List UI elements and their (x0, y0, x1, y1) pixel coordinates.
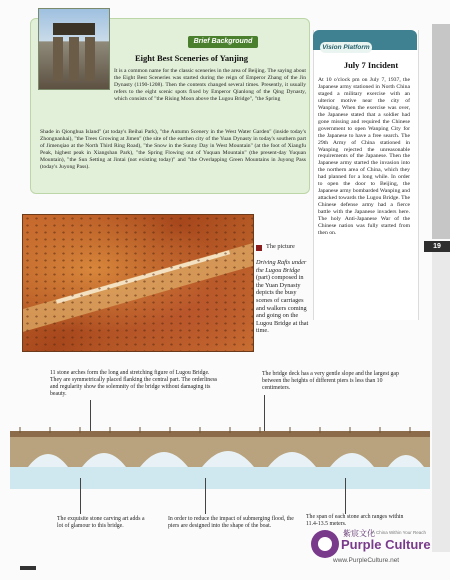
lugou-bridge-painting (22, 214, 254, 352)
vision-platform-body: At 10 o'clock pm on July 7, 1937, the Japanese army stationed in North China staged a military exercise with an ulterior motive near the city of Wanping. When the exercise was over, the Japanese stated that a soldier had gone missing and required the Chinese government to open Wanping City for the Japanese to have a free search. The 29th Army of China stationed in Wanping rejected the unreasonable requirements of the Japanese. Then the Japanese army started the invasion into the northern area of China, which they had planned for a long while. In order to open the door to Beijing, the Japanese army bombarded Wanping and attacked towards the Lugou Bridge. The Chinese defense army had a fierce battle with the Japanese invaders here. The holy Anti-Japanese War of the Chinese nation was fully started from then on. (318, 77, 410, 236)
logo-tagline: A China Within Your Reach (372, 530, 427, 535)
logo-url: www.PurpleCulture.net (333, 557, 400, 564)
brief-background-body-top: It is a common name for the classic sceneries in the area of Beijing. The saying about the Eight Best Sceneries was started during the reign of Emperor Zhang of the Jin Dynasty (1190-1208). Then the contents changed several times. Presently, it usually refers to the eight scenic spots fixed by Emperor Qianlong of the Qing Dynasty, which consists of "the Rising Moon above the Lugou Bridge", "the Spring (114, 68, 306, 102)
bridge-svg (10, 423, 430, 483)
painting-caption-title: Driving Rafts under the Lugou Bridge (256, 259, 307, 274)
painting-caption-lead: The picture (266, 243, 295, 250)
note-slope: The bridge deck has a very gentle slope and the largest gap between the heights of different piers is less than 10 centimeters. (262, 371, 399, 391)
vision-platform-title: July 7 Incident (343, 60, 399, 70)
gate-pillar (69, 37, 79, 81)
logo-chinese-text: 紫宸文化 (343, 529, 375, 538)
page-edge-tab (432, 24, 450, 239)
footer-bar (20, 566, 36, 570)
callout-line (80, 478, 81, 514)
gate-roof (53, 23, 95, 35)
gate-photo (38, 8, 110, 90)
vision-platform-tab: Vision Platform (320, 42, 372, 53)
purple-culture-logo-icon (311, 530, 339, 558)
gate-pillar (85, 37, 95, 81)
logo-name: Purple Culture (341, 537, 431, 552)
page-number: 19 (424, 241, 450, 252)
brief-background-body-bottom: Shade in Qionghua Island" (at today's Beihai Park), "the Autumn Scenery in the West Water Garden" (inside today's Zhongnanhai), "the Trees Growing at Jimen" (the site of the earthen city of the Yuan Dynasty in today's southern part of Jimenqiao at the North Third Ring Road), "the Snow in the Sunny Day in West Mountain" (at the foot of Xiangfu Peak, highest peak in Xiangshan Park), "the Spring Flowing out of Yuquan Mountain" (the present-day Yuquan Mountain), "the Sun Setting at Jintai (not existing today)" and "the Overlapping Green Mountains in Juyong Pass (today's Juyong Pass). (40, 129, 306, 170)
brief-background-title: Eight Best Sceneries of Yanjing (135, 53, 249, 63)
note-arches: 11 stone arches form the long and stretching figure of Lugou Bridge. They are symmetrically placed flanking the central part. The orderliness and regularity show the solemnity of the bridge without damaging its beauty. (50, 370, 218, 397)
callout-line (345, 478, 346, 514)
callout-line (205, 478, 206, 514)
bridge-railing (10, 431, 430, 437)
caption-marker (256, 245, 262, 251)
note-piers: In order to reduce the impact of submerging flood, the piers are designed into the shape of the boat. (168, 516, 294, 529)
painting-caption-text: (part) composed in the Yuan Dynasty depicts the busy scenes of carriages and walkers coming and going on the Lugou Bridge at that time. (256, 274, 309, 335)
bridge-illustration (10, 423, 430, 483)
painting-texture (23, 215, 253, 351)
page-edge-stripe (432, 252, 450, 552)
brief-background-tab: Brief Background (188, 36, 258, 48)
note-carving: The exquisite stone carving art adds a lot of glamour to this bridge. (57, 516, 145, 529)
note-span: The span of each stone arch ranges within 11.4-13.5 meters. (306, 514, 404, 527)
painting-caption (256, 259, 310, 335)
gate-pillar (53, 37, 63, 81)
